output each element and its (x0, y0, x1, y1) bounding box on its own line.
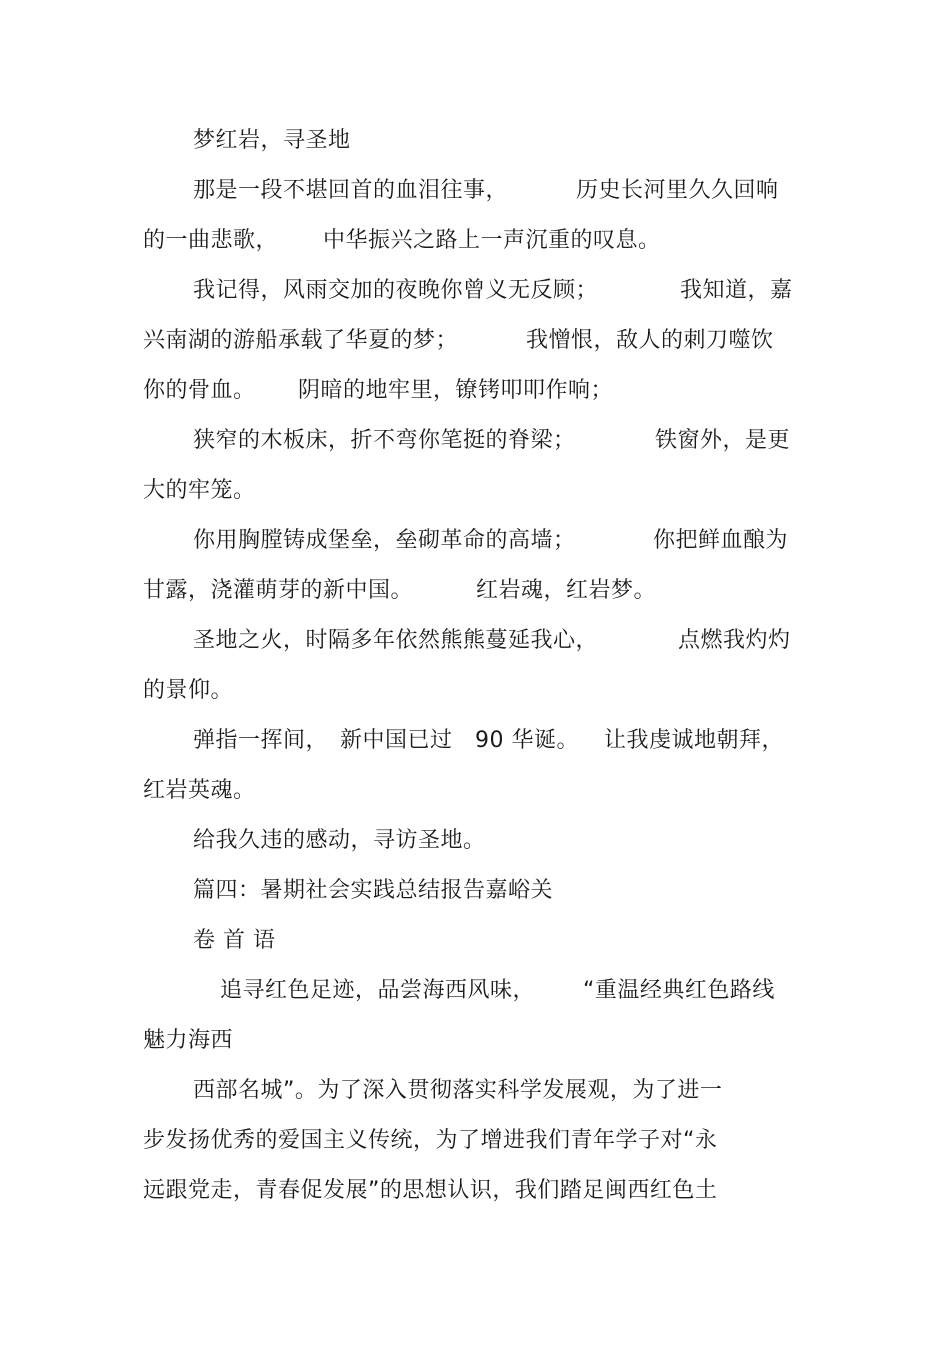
text-line: 你把鲜血酿为 (653, 528, 789, 553)
text-line: 步发扬优秀的爱国主义传统，为了增进我们青年学子对“永 (143, 1128, 718, 1153)
text-line: 阴暗的地牢里，镣铐叩叩作响； (298, 378, 614, 403)
text-line: 狭窄的木板床，折不弯你笔挺的脊梁； (193, 428, 576, 453)
text-line: “重温经典红色路线 (583, 978, 775, 1003)
text-line: 大的牢笼。 (143, 478, 256, 503)
text-line: 历史长河里久久回响 (576, 178, 779, 203)
text-line: 新中国已过 (340, 728, 453, 753)
text-line: 你的骨血。 (143, 378, 256, 403)
text-line: 兴南湖的游船承载了华夏的梦； (143, 328, 459, 353)
text-line: 西部名城”。为了深入贯彻落实科学发展观，为了进一 (193, 1078, 723, 1103)
text-line: 点燃我灼灼 (678, 628, 791, 653)
text-line: 追寻红色足迹，品尝海西风味， (220, 978, 536, 1003)
text-line: 的景仰。 (143, 678, 234, 703)
section-heading: 篇四：暑期社会实践总结报告嘉峪关 (193, 878, 554, 903)
text-line: 弹指一挥间， (193, 728, 329, 753)
text-line: 让我虔诚地朝拜， (604, 728, 785, 753)
text-line: 中华振兴之路上一声沉重的叹息。 (323, 228, 661, 253)
text-line: 圣地之火，时隔多年依然熊熊蔓延我心， (193, 628, 599, 653)
text-line: 魅力海西 (143, 1028, 234, 1053)
text-line: 甘露，浇灌萌芽的新中国。 (143, 578, 414, 603)
text-line: 梦红岩，寻圣地 (193, 128, 351, 153)
text-line: 红岩魂，红岩梦。 (476, 578, 657, 603)
section-heading: 卷 首 语 (193, 928, 276, 953)
text-line: 我知道，嘉 (680, 278, 793, 303)
text-line: 铁窗外，是更 (655, 428, 791, 453)
text-line: 红岩英魂。 (143, 778, 256, 803)
text-line: 我憎恨，敌人的刺刀噬饮 (526, 328, 774, 353)
text-line: 90 华诞。 (475, 728, 579, 753)
text-line: 远跟党走，青春促发展”的思想认识，我们踏足闽西红色土 (143, 1178, 718, 1203)
text-line: 的一曲悲歌， (143, 228, 279, 253)
text-line: 我记得，风雨交加的夜晚你曾义无反顾； (193, 278, 599, 303)
text-line: 那是一段不堪回首的血泪往事， (193, 178, 509, 203)
text-line: 你用胸膛铸成堡垒，垒砌革命的高墙； (193, 528, 576, 553)
text-line: 给我久违的感动，寻访圣地。 (193, 828, 486, 853)
